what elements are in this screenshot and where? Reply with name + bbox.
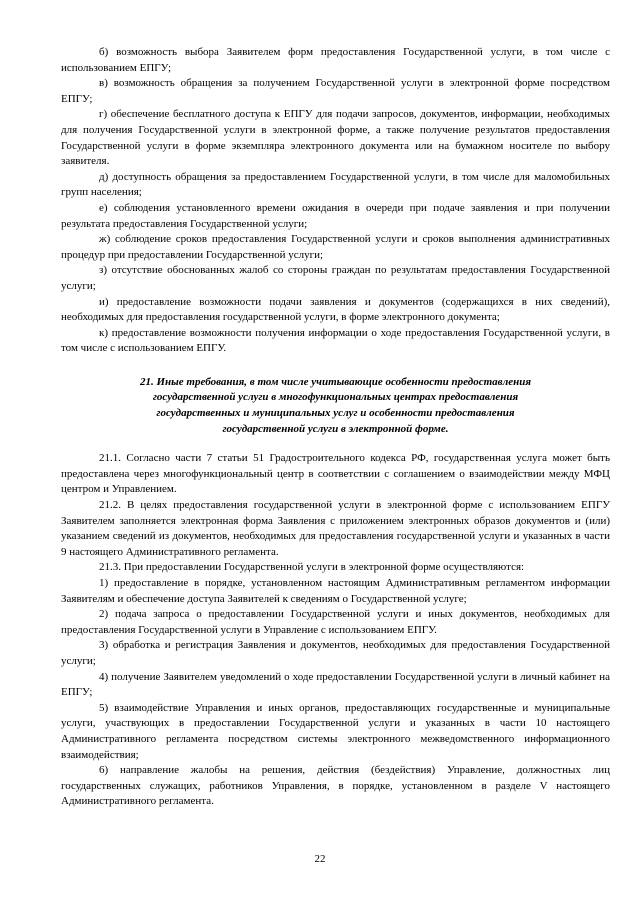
item-zh: ж) соблюдение сроков предоставления Государственной услуги и сроков выполнения административных процедур при предоставлении Государственной услуги;	[61, 233, 610, 261]
paragraph-21-1: 21.1. Согласно части 7 статьи 51 Градостроительного кодекса РФ, государственная услуга может быть предоставлена через многофункциональный центр в соответствии с соглашением о взаимодействии между МФЦ центром и Управлением.	[61, 452, 610, 496]
item-d: д) доступность обращения за предоставлением Государственной услуги, в том числе для маломобильных групп населения;	[61, 170, 610, 199]
list-item-5: 5) взаимодействие Управления и иных органов, предоставляющих государственные и муниципальные услуги, участвующих в предоставлении Государственной услуги и указанных в части 10 настоящего Административного регламента посредством системы электронного межведомственного информационного взаимодействия;	[61, 701, 610, 761]
item-k: к) предоставление возможности получения информации о ходе предоставления Государственной услуги, в том числе с использованием ЕПГУ.	[61, 326, 610, 355]
paragraph-21-2: 21.2. В целях предоставления государственной услуги в электронной форме с использованием ЕПГУ Заявителем заполняется электронная форма Заявления с приложением электронных образов документов и (или) указанием сведений из документов, необходимых для предоставления государственной услуги и указанных в части 9 настоящего Административного регламента.	[61, 499, 610, 558]
list-item-6: 6) направление жалобы на решения, действия (бездействия) Управление, должностных лиц государственных служащих, работников Управления, в порядке, установленном в разделе V настоящего Административного регламента.	[61, 764, 610, 808]
item-g: г) обеспечение бесплатного доступа к ЕПГУ для подачи запросов, документов, информации, необходимых для получения Государственной услуги в электронной форме, а также получение результатов предоставления Государственной услуги в форме экземпляра электронного документа или на бумажном носителе по выбору заявителя.	[61, 108, 610, 168]
section-heading-line-4: государственной услуги в электронной форме.	[222, 422, 449, 435]
item-b: б) возможность выбора Заявителем форм предоставления Государственной услуги, в том числе с использованием ЕПГУ;	[61, 46, 610, 74]
page-number: 22	[314, 853, 326, 865]
section-heading	[61, 375, 610, 437]
section-heading-line-1: 21. Иные требования, в том числе учитывающие особенности предоставления	[140, 375, 531, 388]
list-item-4: 4) получение Заявителем уведомлений о ходе предоставлении Государственной услуги в личный кабинет на ЕПГУ;	[61, 670, 610, 699]
item-z: з) отсутствие обоснованных жалоб со стороны граждан по результатам предоставления Государственной услуги;	[61, 264, 610, 292]
item-i: и) предоставление возможности подачи заявления и документов (содержащихся в них сведений), необходимых для предоставления государственной услуги, в форме электронного документа;	[61, 295, 610, 324]
paragraph-21-3: 21.3. При предоставлении Государственной услуги в электронной форме осуществляются:	[99, 561, 525, 574]
section-heading-line-3: государственных и муниципальных услуг и особенности предоставления	[156, 407, 515, 420]
item-e: е) соблюдения установленного времени ожидания в очереди при подаче заявления и при получении результата предоставления Государственной услуги;	[61, 201, 610, 230]
list-item-1: 1) предоставление в порядке, установленном настоящим Административным регламентом информации Заявителям и обеспечение доступа Заявителей к сведениям о Государственной услуге;	[61, 577, 610, 605]
list-item-3: 3) обработка и регистрация Заявления и документов, необходимых для предоставления Государственной услуги;	[61, 639, 610, 667]
section-heading-line-2: государственной услуги в многофункциональных центрах предоставления	[152, 391, 519, 404]
list-item-2: 2) подача запроса о предоставлении Государственной услуги и иных документов, необходимых для предоставления Государственной услуги в Управление с использованием ЕПГУ.	[61, 608, 610, 636]
document-page	[61, 45, 610, 810]
item-v: в) возможность обращения за получением Государственной услуги в электронной форме посредством ЕПГУ;	[61, 77, 610, 105]
